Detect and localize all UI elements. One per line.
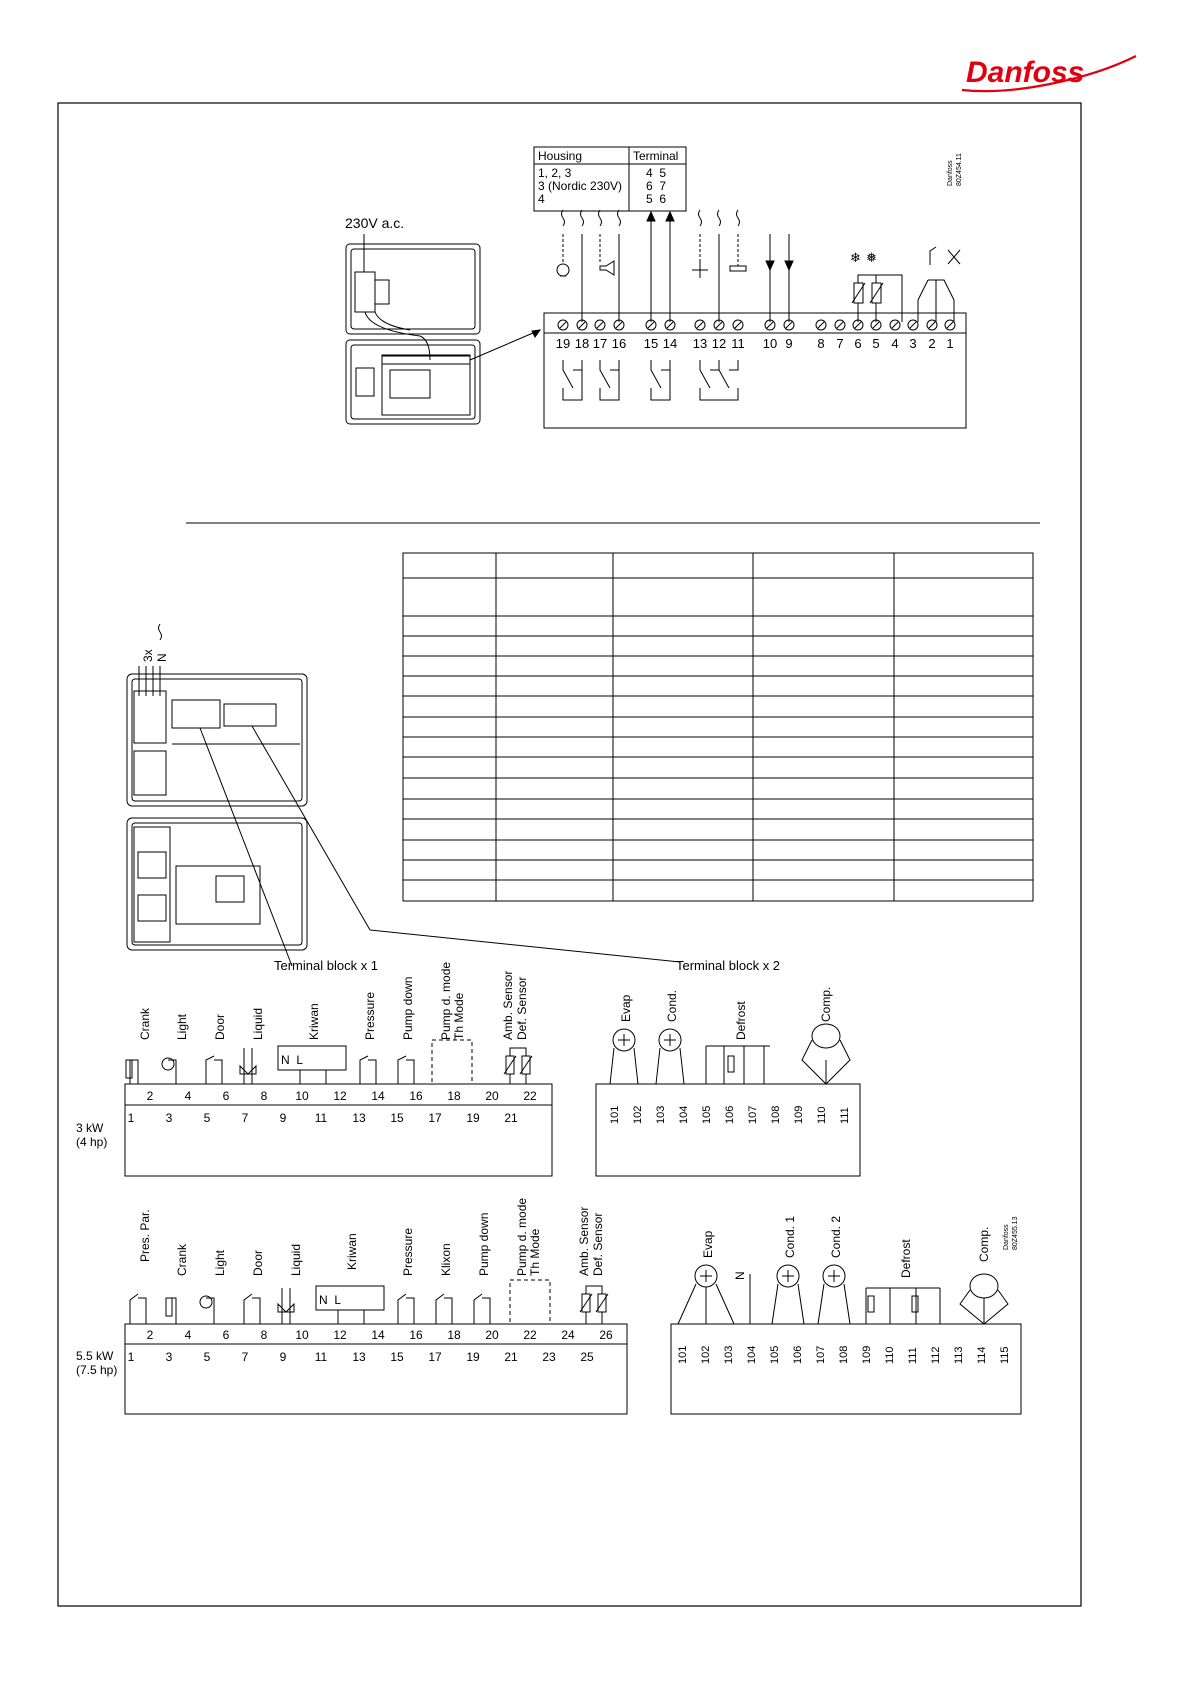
right-num: 115 [999, 1346, 1011, 1364]
housing-header: Housing [538, 149, 583, 163]
label-pump-down: Pump down [477, 1212, 491, 1276]
top-num: 24 [561, 1328, 575, 1342]
label-liquid: Liquid [251, 1007, 265, 1040]
page-frame [58, 103, 1081, 1606]
terminal-9: 9 [785, 336, 793, 351]
right-num: 111 [839, 1107, 851, 1124]
label-def-sensor: Def. Sensor [591, 1212, 605, 1276]
right-num: 110 [884, 1346, 896, 1364]
terminal-block-x1-label: Terminal block x 1 [274, 958, 379, 973]
alarm-off-icon [948, 250, 960, 264]
block-55kw [76, 1198, 1021, 1414]
bottom-num: 1 [127, 1350, 135, 1364]
svg-text:❄: ❄ [850, 250, 861, 265]
bottom-num: 11 [314, 1111, 328, 1125]
top-num: 20 [485, 1328, 499, 1342]
supply-n: N [155, 653, 169, 662]
right-num: 103 [723, 1345, 735, 1364]
housing-row-3: 4 [538, 192, 545, 206]
right-num: 104 [746, 1345, 758, 1364]
data-table [403, 553, 1033, 901]
bottom-num: 7 [241, 1111, 249, 1125]
terminal-block-x2-label: Terminal block x 2 [676, 958, 781, 973]
top-num: 26 [599, 1328, 613, 1342]
label-evap: Evap [701, 1230, 715, 1258]
terminal-header: Terminal [633, 149, 679, 163]
logo-text: Danfoss [966, 56, 1085, 89]
right-num: 113 [953, 1346, 965, 1364]
label-kriwan: Kriwan [307, 1003, 321, 1040]
top-num: 22 [523, 1089, 537, 1103]
label-pump-d-mode: Pump d. mode [515, 1197, 529, 1276]
label-pressure: Pressure [363, 991, 377, 1040]
supply-label: 230V a.c. [345, 215, 405, 231]
right-num: 106 [724, 1105, 736, 1124]
top-num: 6 [222, 1089, 230, 1103]
right-num: 109 [861, 1345, 873, 1364]
label-door: Door [251, 1249, 265, 1276]
kriwan-nl: N L [319, 1293, 342, 1307]
top-num: 12 [333, 1328, 347, 1342]
top-num: 2 [146, 1089, 154, 1103]
right-num: 107 [747, 1105, 759, 1124]
right-num: 112 [930, 1346, 942, 1364]
bottom-num: 19 [466, 1111, 480, 1125]
kriwan-nl: N L [281, 1053, 304, 1067]
right-num: 110 [816, 1106, 828, 1124]
right-num: 114 [976, 1346, 988, 1364]
top-num: 4 [184, 1089, 192, 1103]
label-def-sensor: Def. Sensor [515, 976, 529, 1040]
label-evap: Evap [619, 994, 633, 1022]
svg-text:❅: ❅ [866, 250, 877, 265]
drawing-number-bottom-1: Danfoss [1003, 1224, 1010, 1250]
snowflake-icon [850, 250, 877, 265]
drawing-number-top-2: 80Z454.11 [956, 153, 963, 186]
bottom-num: 25 [580, 1350, 594, 1364]
right-num: 106 [792, 1345, 804, 1364]
rating-4hp: (4 hp) [76, 1135, 108, 1149]
heater-icon [730, 234, 746, 271]
rating-55kw: 5.5 kW [76, 1349, 114, 1363]
terminal-2: 2 [928, 336, 936, 351]
label-n: N [733, 1271, 747, 1280]
label-defrost: Defrost [734, 1001, 748, 1040]
top-num: 4 [184, 1328, 192, 1342]
label-liquid: Liquid [289, 1243, 303, 1276]
label-th-mode: Th Mode [528, 1228, 542, 1276]
terminal-16: 16 [611, 336, 627, 351]
right-num: 104 [678, 1105, 690, 1124]
terminal-screws [558, 320, 955, 330]
terminal-17: 17 [592, 336, 608, 351]
terminal-19: 19 [555, 336, 571, 351]
top-num: 18 [447, 1089, 461, 1103]
bottom-num: 3 [165, 1350, 173, 1364]
block-3kw [76, 962, 860, 1176]
label-comp: Comp. [819, 986, 833, 1022]
bottom-num: 1 [127, 1111, 135, 1125]
label-door: Door [213, 1013, 227, 1040]
bottom-num: 21 [504, 1350, 518, 1364]
right-num: 108 [770, 1105, 782, 1124]
right-num: 101 [609, 1105, 621, 1124]
door-switch-icon [930, 247, 936, 265]
bottom-num: 15 [390, 1350, 404, 1364]
horn-icon [600, 234, 614, 275]
terminal-15: 15 [643, 336, 659, 351]
bottom-num: 11 [314, 1350, 328, 1364]
top-num: 2 [146, 1328, 154, 1342]
bottom-num: 7 [241, 1350, 249, 1364]
rating-3kw: 3 kW [76, 1121, 104, 1135]
bottom-num: 13 [352, 1111, 366, 1125]
label-cond-2: Cond. 2 [829, 1215, 843, 1258]
top-num: 6 [222, 1328, 230, 1342]
terminal-4: 4 [891, 336, 899, 351]
terminal-3: 3 [909, 336, 917, 351]
right-num: 107 [815, 1345, 827, 1364]
terminal-10: 10 [762, 336, 778, 351]
top-num: 18 [447, 1328, 461, 1342]
bottom-num: 5 [203, 1350, 211, 1364]
bottom-num: 3 [165, 1111, 173, 1125]
label-amb-sensor: Amb. Sensor [501, 970, 515, 1040]
bottom-num: 17 [428, 1350, 442, 1364]
top-num: 20 [485, 1089, 499, 1103]
label-pump-down: Pump down [401, 976, 415, 1040]
housing-row-1: 1, 2, 3 [538, 166, 572, 180]
terminal-13: 13 [692, 336, 708, 351]
label-th-mode: Th Mode [452, 992, 466, 1040]
supply-3x: 3x [141, 649, 155, 662]
label-cond: Cond. [665, 989, 679, 1022]
terminal-8: 8 [817, 336, 825, 351]
bottom-num: 21 [504, 1111, 518, 1125]
light-bulb-icon [557, 234, 569, 276]
top-num: 10 [295, 1089, 309, 1103]
right-num: 102 [632, 1105, 644, 1124]
top-num: 16 [409, 1089, 423, 1103]
bottom-num: 15 [390, 1111, 404, 1125]
label-light: Light [175, 1013, 189, 1040]
top-num: 12 [333, 1089, 347, 1103]
label-light: Light [213, 1249, 227, 1276]
terminal-6: 6 [854, 336, 862, 351]
terminal-7: 7 [836, 336, 844, 351]
right-num: 109 [793, 1105, 805, 1124]
right-num: 111 [907, 1347, 919, 1364]
top-num: 8 [260, 1089, 268, 1103]
top-num: 8 [260, 1328, 268, 1342]
right-num: 105 [701, 1105, 713, 1124]
bottom-num: 9 [279, 1111, 287, 1125]
terminal-row-2: 6 7 [646, 179, 667, 193]
label-cond-1: Cond. 1 [783, 1215, 797, 1258]
top-num: 16 [409, 1328, 423, 1342]
top-num: 14 [371, 1328, 385, 1342]
bottom-num: 19 [466, 1350, 480, 1364]
label-crank: Crank [138, 1007, 152, 1040]
top-num: 22 [523, 1328, 537, 1342]
right-num: 108 [838, 1345, 850, 1364]
right-num: 102 [700, 1345, 712, 1364]
terminal-row-3: 5 6 [646, 192, 667, 206]
drawing-number-bottom-2: 80Z455.13 [1012, 1216, 1019, 1250]
terminal-14: 14 [662, 336, 678, 351]
terminal-row-1: 4 5 [646, 166, 667, 180]
rating-75hp: (7.5 hp) [76, 1363, 118, 1377]
label-kriwan: Kriwan [345, 1233, 359, 1270]
label-klixon: Klixon [439, 1243, 453, 1276]
label-crank: Crank [175, 1243, 189, 1276]
label-defrost: Defrost [899, 1239, 913, 1278]
label-pump-d-mode: Pump d. mode [439, 961, 453, 1040]
label-comp: Comp. [977, 1226, 991, 1262]
bottom-num: 13 [352, 1350, 366, 1364]
top-num: 14 [371, 1089, 385, 1103]
terminal-18: 18 [574, 336, 590, 351]
terminal-12: 12 [711, 336, 727, 351]
label-pres-par: Pres. Par. [138, 1209, 152, 1262]
bottom-num: 17 [428, 1111, 442, 1125]
bottom-num: 23 [542, 1350, 556, 1364]
right-num: 103 [655, 1105, 667, 1124]
top-num: 10 [295, 1328, 309, 1342]
label-amb-sensor: Amb. Sensor [577, 1206, 591, 1276]
terminal-11: 11 [731, 336, 745, 351]
terminal-5: 5 [872, 336, 880, 351]
label-pressure: Pressure [401, 1227, 415, 1276]
housing-row-2: 3 (Nordic 230V) [538, 179, 623, 193]
bottom-num: 9 [279, 1350, 287, 1364]
bottom-num: 5 [203, 1111, 211, 1125]
fan-icon [692, 234, 708, 278]
right-num: 105 [769, 1345, 781, 1364]
right-num: 101 [677, 1345, 689, 1364]
terminal-1: 1 [946, 336, 954, 351]
drawing-number-top-1: Danfoss [947, 160, 954, 186]
top-diagram [345, 147, 966, 428]
